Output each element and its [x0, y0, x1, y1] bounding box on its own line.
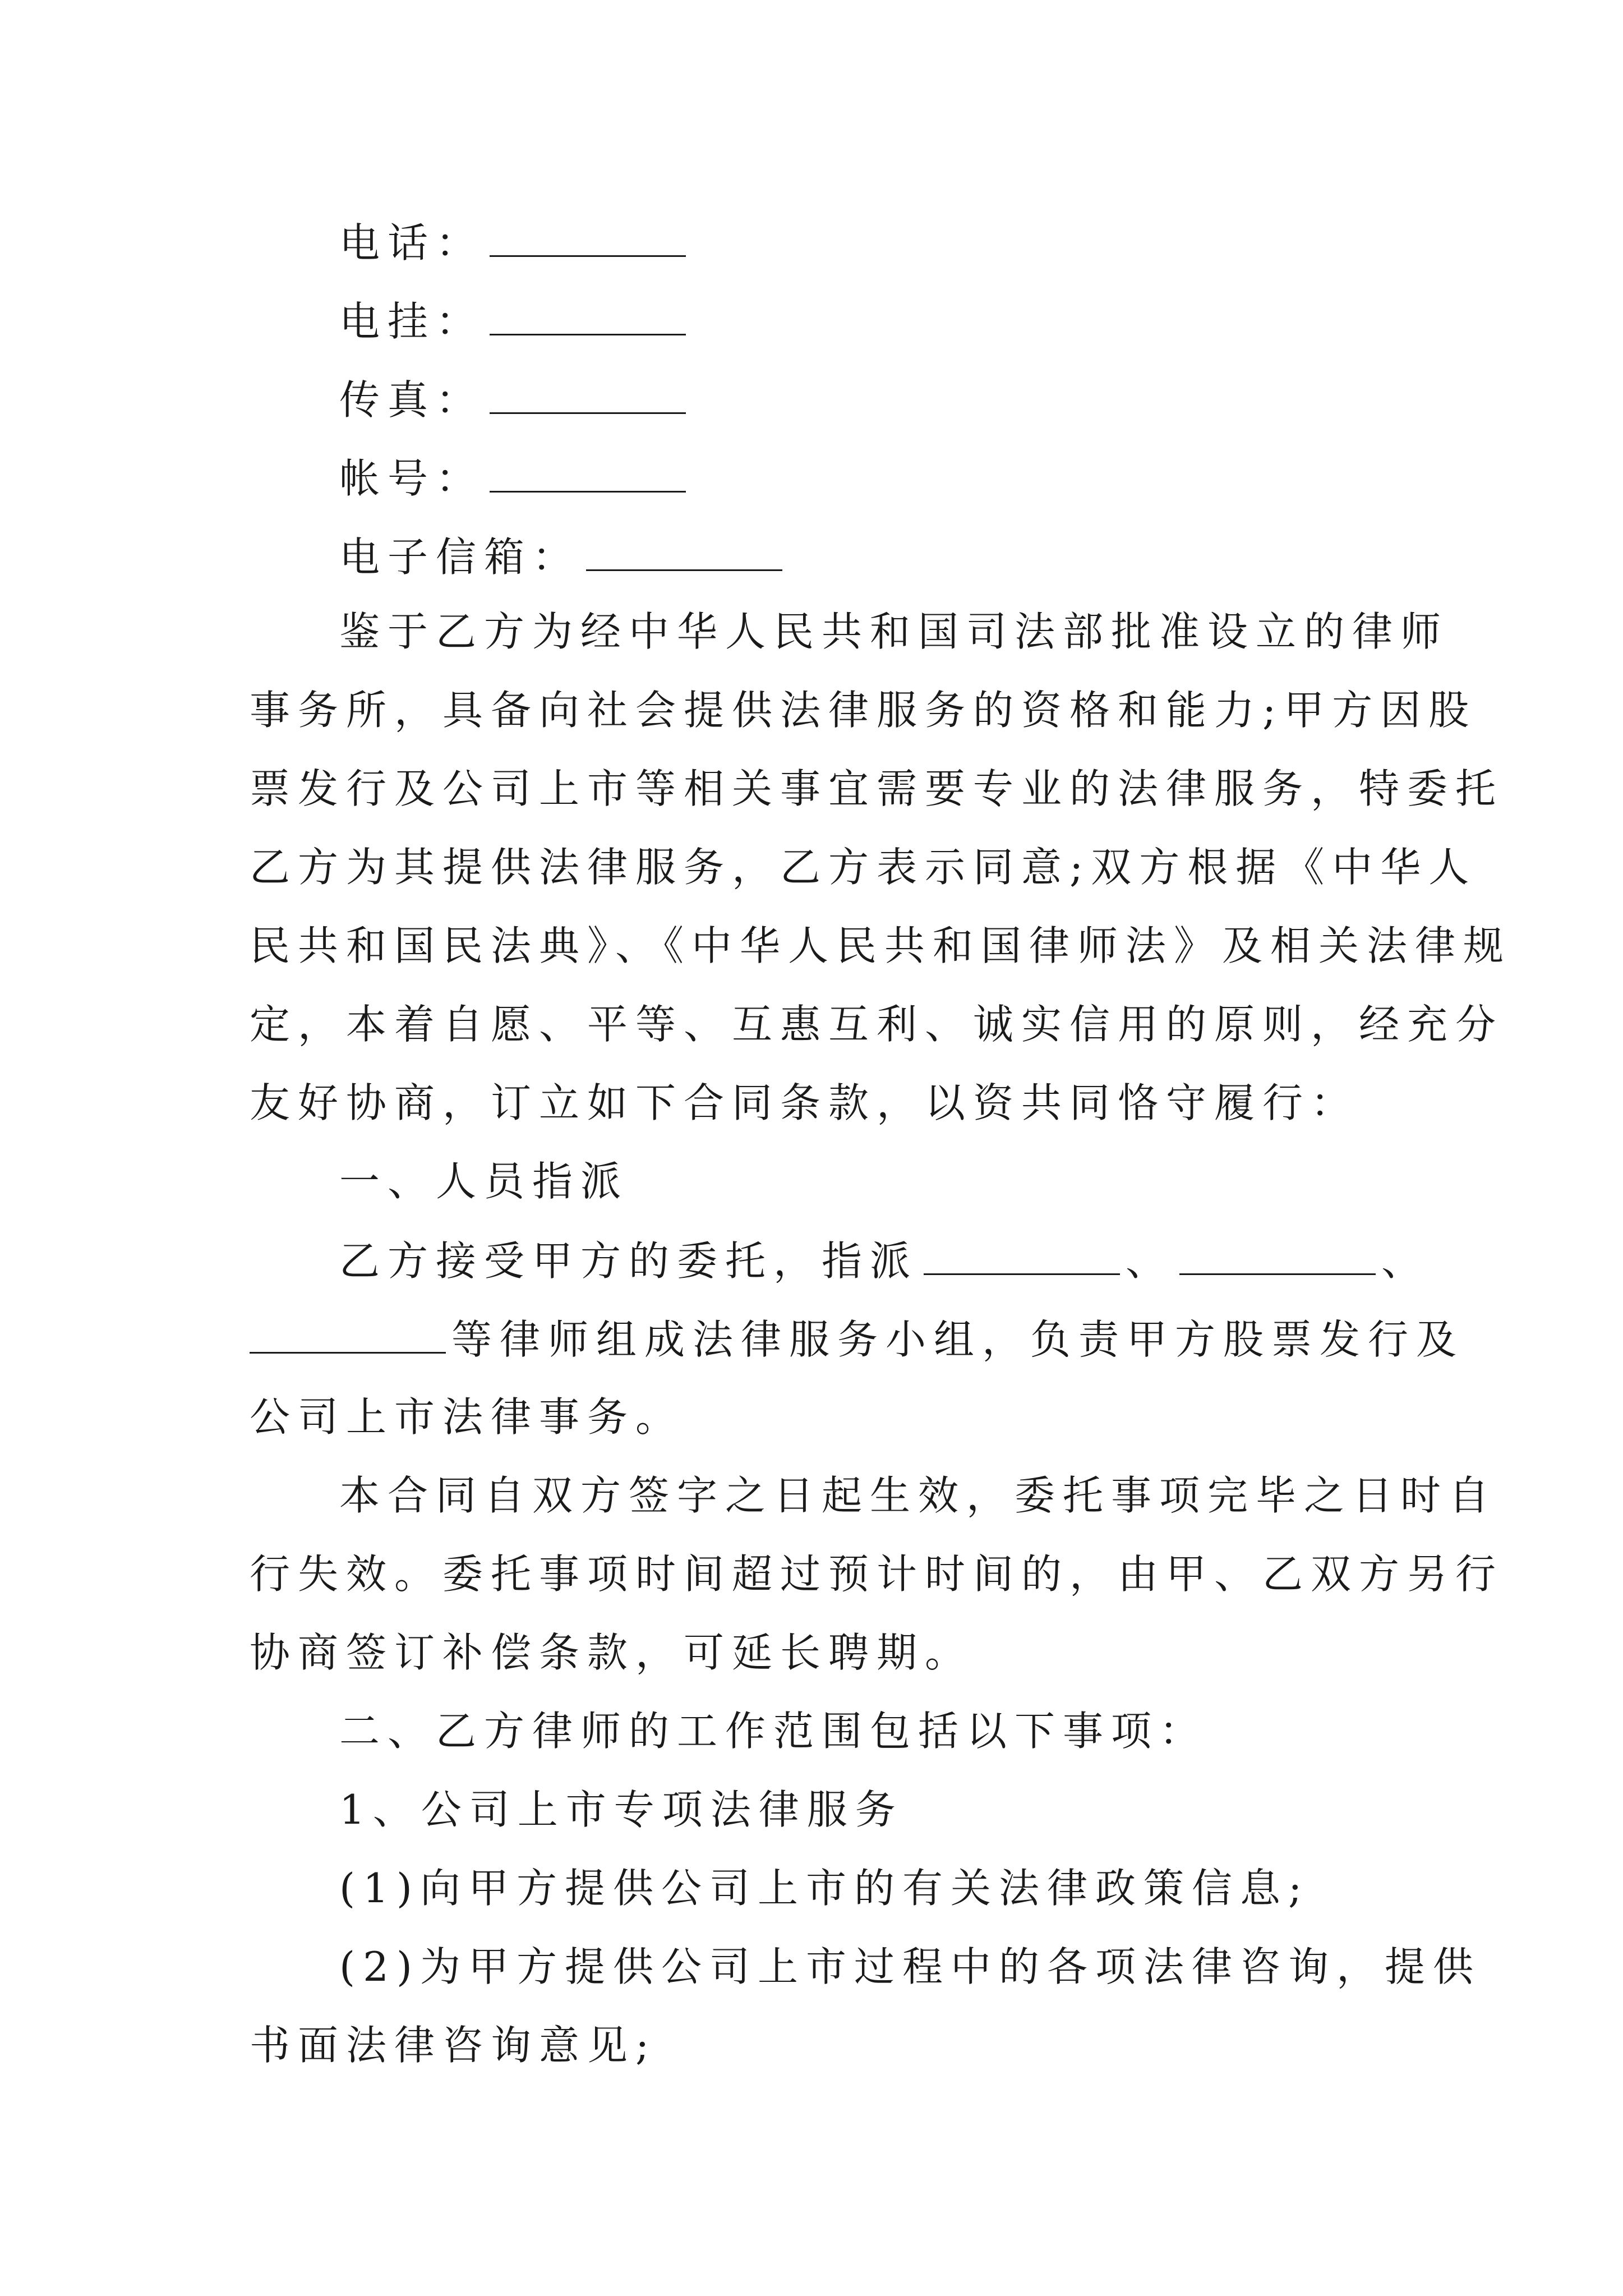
preamble-line-3: 票发行及公司上市等相关事宜需要专业的法律服务，特委托: [250, 765, 1504, 812]
email-field: [339, 533, 788, 581]
telegraph-label: 电挂：: [339, 298, 485, 345]
separator-1: 、: [1126, 1237, 1174, 1285]
phone-blank: [490, 222, 686, 257]
preamble-line-7: 友好协商，订立如下合同条款，以资共同恪守履行：: [250, 1079, 1359, 1126]
preamble-line-1: 鉴于乙方为经中华人民共和国司法部批准设立的律师: [339, 608, 1449, 655]
lawyer-blank-3: [250, 1318, 446, 1354]
account-label: 帐号：: [339, 455, 485, 502]
preamble-line-4: 乙方为其提供法律服务，乙方表示同意;双方根据《中华人: [250, 844, 1477, 891]
phone-label: 电话：: [339, 219, 485, 266]
account-blank: [490, 457, 686, 493]
assign-text: 乙方接受甲方的委托，指派: [339, 1237, 919, 1285]
lawyer-blank-2: [1179, 1240, 1376, 1275]
sub-item-2-line-2: 书面法律咨询意见;: [250, 2022, 657, 2069]
fax-field: [339, 376, 691, 424]
preamble-line-6: 定，本着自愿、平等、互惠互利、诚实信用的原则，经充分: [250, 1001, 1504, 1048]
sub-item-1: (1)向甲方提供公司上市的有关法律政策信息;: [339, 1865, 1310, 1912]
email-blank: [586, 536, 782, 571]
term-line-3: 协商签订补偿条款，可延长聘期。: [250, 1629, 974, 1676]
fax-blank: [490, 379, 686, 414]
section-1-heading: 一、人员指派: [339, 1158, 629, 1205]
separator-2: 、: [1381, 1237, 1430, 1285]
phone-field: [339, 219, 691, 266]
telegraph-blank: [490, 300, 686, 335]
assign-line-1: [339, 1237, 1430, 1285]
preamble-line-5: 民共和国民法典》、《中华人民共和国律师法》及相关法律规: [250, 922, 1512, 969]
fax-label: 传真：: [339, 376, 485, 424]
section-2-heading: 二、乙方律师的工作范围包括以下事项：: [339, 1708, 1208, 1755]
sub-item-2-line-1: (2)为甲方提供公司上市过程中的各项法律咨询，提供: [339, 1943, 1481, 1990]
email-label: 电子信箱：: [339, 533, 581, 581]
lawyer-blank-1: [924, 1240, 1120, 1275]
item-1: 1、公司上市专项法律服务: [339, 1786, 903, 1833]
assign-line-3: 公司上市法律事务。: [250, 1393, 684, 1441]
telegraph-field: [339, 298, 691, 345]
preamble-line-2: 事务所，具备向社会提供法律服务的资格和能力;甲方因股: [250, 687, 1477, 734]
term-line-1: 本合同自双方签字之日起生效，委托事项完毕之日时自: [339, 1472, 1497, 1519]
assign-line-2: [250, 1316, 1465, 1363]
term-line-2: 行失效。委托事项时间超过预计时间的，由甲、乙双方另行: [250, 1550, 1504, 1598]
assign-text-2: 等律师组成法律服务小组，负责甲方股票发行及: [451, 1316, 1465, 1363]
account-field: [339, 455, 691, 502]
